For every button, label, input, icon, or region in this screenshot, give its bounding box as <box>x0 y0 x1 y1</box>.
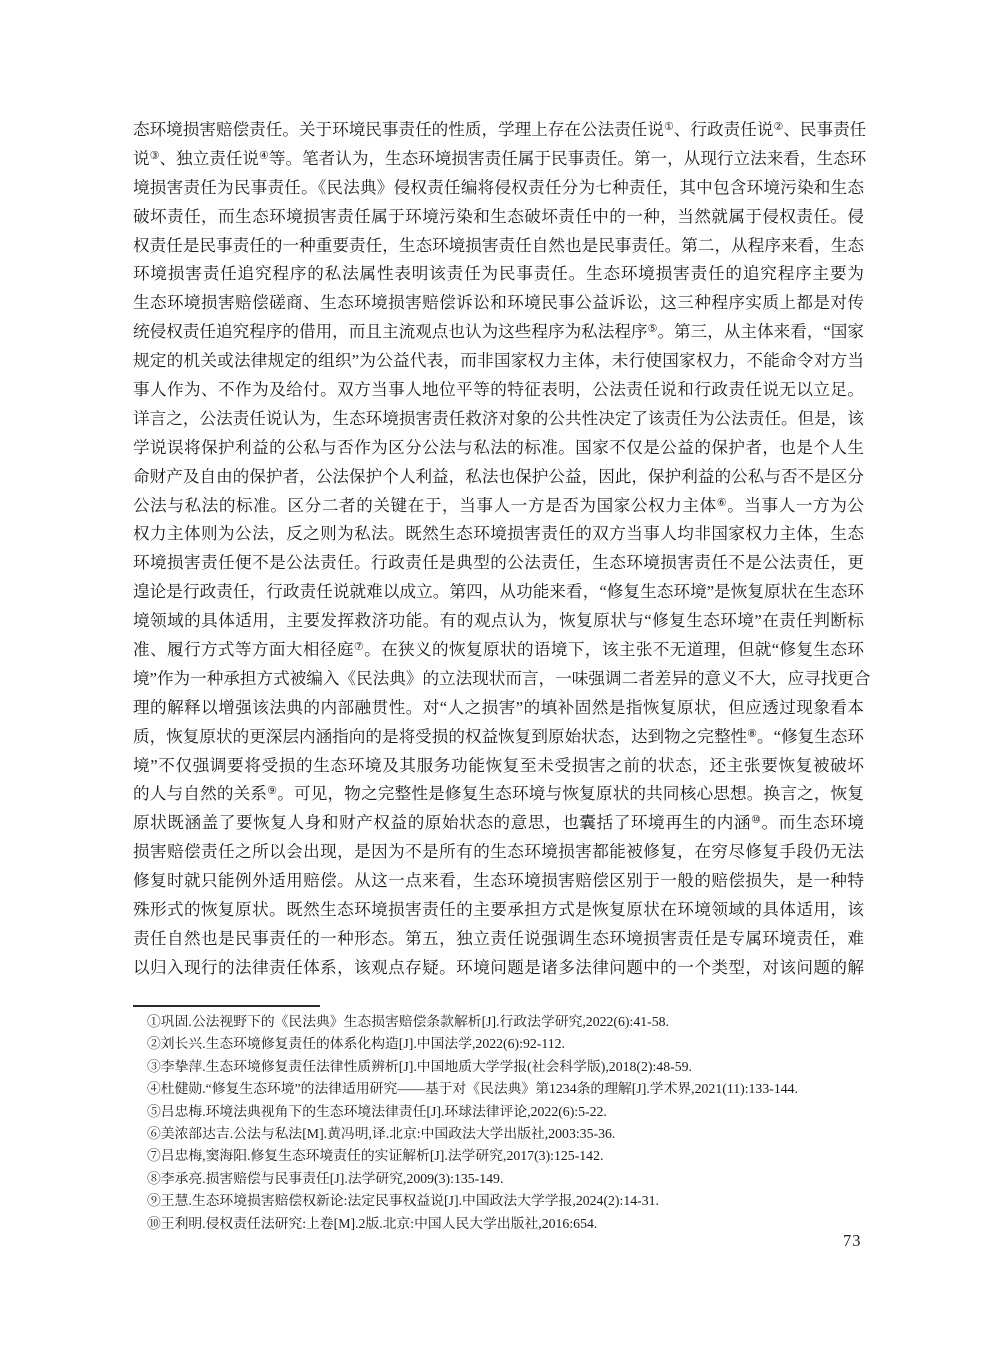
body-text-line: 以归入现行的法律责任体系，该观点存疑。环境问题是诸多法律问题中的一个类型，对该问题的解 <box>133 957 864 977</box>
body-text-line: 学说误将保护利益的公私与否作为区分公法与私法的标准。国家不仅是公益的保护者，也是个人生 <box>133 437 864 457</box>
body-text-line: 遑论是行政责任，行政责任说就难以成立。第四，从功能来看，“修复生态环境”是恢复原状在生态环 <box>133 582 864 602</box>
body-text-line: 生态环境损害赔偿磋商、生态环境损害赔偿诉讼和环境民事公益诉讼，这三种程序实质上都是对传 <box>133 293 864 313</box>
body-text-line: 破坏责任，而生态环境损害责任属于环境污染和生态破坏责任中的一种，当然就属于侵权责任。侵 <box>133 206 864 226</box>
body-text-line: 殊形式的恢复原状。既然生态环境损害责任的主要承担方式是恢复原状在环境领域的具体适用，该 <box>133 900 864 920</box>
footnote-separator <box>133 1005 320 1007</box>
footnote-item: ①巩固.公法视野下的《民法典》生态损害赔偿条款解析[J].行政法学研究,2022(6):41-58. <box>147 1014 669 1029</box>
body-text-line: 境领域的具体适用，主要发挥救济功能。有的观点认为，恢复原状与“修复生态环境”在责任判断标 <box>133 611 864 631</box>
body-text-line: 事人作为、不作为及给付。双方当事人地位平等的特征表明，公法责任说和行政责任说无以立足。 <box>133 380 864 400</box>
footnote-item: ③李挚萍.生态环境修复责任法律性质辨析[J].中国地质大学学报(社会科学版),2018(2):48-59. <box>147 1058 692 1074</box>
body-text-line: 公法与私法的标准。区分二者的关键在于，当事人一方是否为国家公权力主体⑥。当事人一方为公 <box>133 495 864 515</box>
body-text-line: 责任自然也是民事责任的一种形态。第五，独立责任说强调生态环境损害责任是专属环境责任，难 <box>133 928 864 948</box>
body-text-line: 说③、独立责任说④等。笔者认为，生态环境损害责任属于民事责任。第一，从现行立法来看，生态环 <box>133 148 867 168</box>
body-text-line: 境”不仅强调要将受损的生态环境及其服务功能恢复至未受损害之前的状态，还主张要恢复被破坏 <box>133 755 864 775</box>
body-text-line: 态环境损害赔偿责任。关于环境民事责任的性质，学理上存在公法责任说①、行政责任说②、民事责任 <box>133 120 867 139</box>
footnote-item: ⑦吕忠梅,窦海阳.修复生态环境责任的实证解析[J].法学研究,2017(3):125-142. <box>147 1148 604 1164</box>
footnotes <box>147 1011 867 1235</box>
body-text-line: 的人与自然的关系⑨。可见，物之完整性是修复生态环境与恢复原状的共同核心思想。换言之，恢复 <box>133 784 865 804</box>
body-text-line: 详言之，公法责任说认为，生态环境损害责任救济对象的公共性决定了该责任为公法责任。但是，该 <box>133 408 864 428</box>
body-text-line: 理的解释以增强该法典的内部融贯性。对“人之损害”的填补固然是指恢复原状，但应透过现象看本 <box>133 697 864 717</box>
footnote-item: ②刘长兴.生态环境修复责任的体系化构造[J].中国法学,2022(6):92-112. <box>147 1036 565 1052</box>
body-text-line: 权责任是民事责任的一种重要责任，生态环境损害责任自然也是民事责任。第二，从程序来看，生态 <box>133 235 864 255</box>
body-text-line: 准、履行方式等方面大相径庭⑦。在狭义的恢复原状的语境下，该主张不无道理，但就“修复生态环 <box>133 640 864 660</box>
footnote-item: ④杜健勋.“修复生态环境”的法律适用研究——基于对《民法典》第1234条的理解[J].学术界,2021(11):133-144. <box>147 1081 798 1097</box>
body-text-line: 权力主体则为公法，反之则为私法。既然生态环境损害责任的双方当事人均非国家权力主体，生态 <box>133 524 864 544</box>
body-text-line: 修复时就只能例外适用赔偿。从这一点来看，生态环境损害赔偿区别于一般的赔偿损失，是一种特 <box>133 871 864 891</box>
body-text-line: 境损害责任为民事责任。《民法典》侵权责任编将侵权责任分为七种责任，其中包含环境污染和生态 <box>133 177 864 197</box>
footnote-item: ⑧李承亮.损害赔偿与民事责任[J].法学研究,2009(3):135-149. <box>147 1170 504 1186</box>
body-text-line: 规定的机关或法律规定的组织”为公益代表，而非国家权力主体，未行使国家权力，不能命令对方当 <box>133 351 864 371</box>
footnote-item: ⑨王慧.生态环境损害赔偿权新论:法定民事权益说[J].中国政法大学学报,2024(2):14-31. <box>147 1193 659 1209</box>
footnote-item: ⑤吕忠梅.环境法典视角下的生态环境法律责任[J].环球法律评论,2022(6):5-22. <box>147 1103 607 1119</box>
footnote-item: ⑩王利明.侵权责任法研究:上卷[M].2版.北京:中国人民大学出版社,2016:654. <box>147 1215 598 1231</box>
body-text-line: 环境损害责任便不是公法责任。行政责任是典型的公法责任，生态环境损害责任不是公法责任，更 <box>133 553 864 573</box>
body-text-line: 损害赔偿责任之所以会出现，是因为不是所有的生态环境损害都能被修复，在穷尽修复手段仍无法 <box>133 842 864 862</box>
body-text-line: 原状既涵盖了要恢复人身和财产权益的原始状态的意思，也囊括了环境再生的内涵⑩。而生态环境 <box>133 813 864 833</box>
body-text <box>133 116 871 983</box>
footnote-item: ⑥美浓部达吉.公法与私法[M].黄冯明,译.北京:中国政法大学出版社,2003:35-36. <box>147 1125 616 1141</box>
body-text-line: 环境损害责任追究程序的私法属性表明该责任为民事责任。生态环境损害责任的追究程序主要为 <box>133 264 864 284</box>
body-text-line: 统侵权责任追究程序的借用，而且主流观点也认为这些程序为私法程序⑤。第三，从主体来看，“国家 <box>133 322 864 342</box>
body-text-line: 境”作为一种承担方式被编入《民法典》的立法现状而言，一味强调二者差异的意义不大，应寻找更合 <box>133 668 871 688</box>
page-number: 73 <box>843 1231 862 1250</box>
body-text-line: 质，恢复原状的更深层内涵指向的是将受损的权益恢复到原始状态，达到物之完整性⑧。“修复生态环 <box>133 726 864 746</box>
body-text-line: 命财产及自由的保护者，公法保护个人利益，私法也保护公益，因此，保护利益的公私与否不是区分 <box>133 466 864 486</box>
